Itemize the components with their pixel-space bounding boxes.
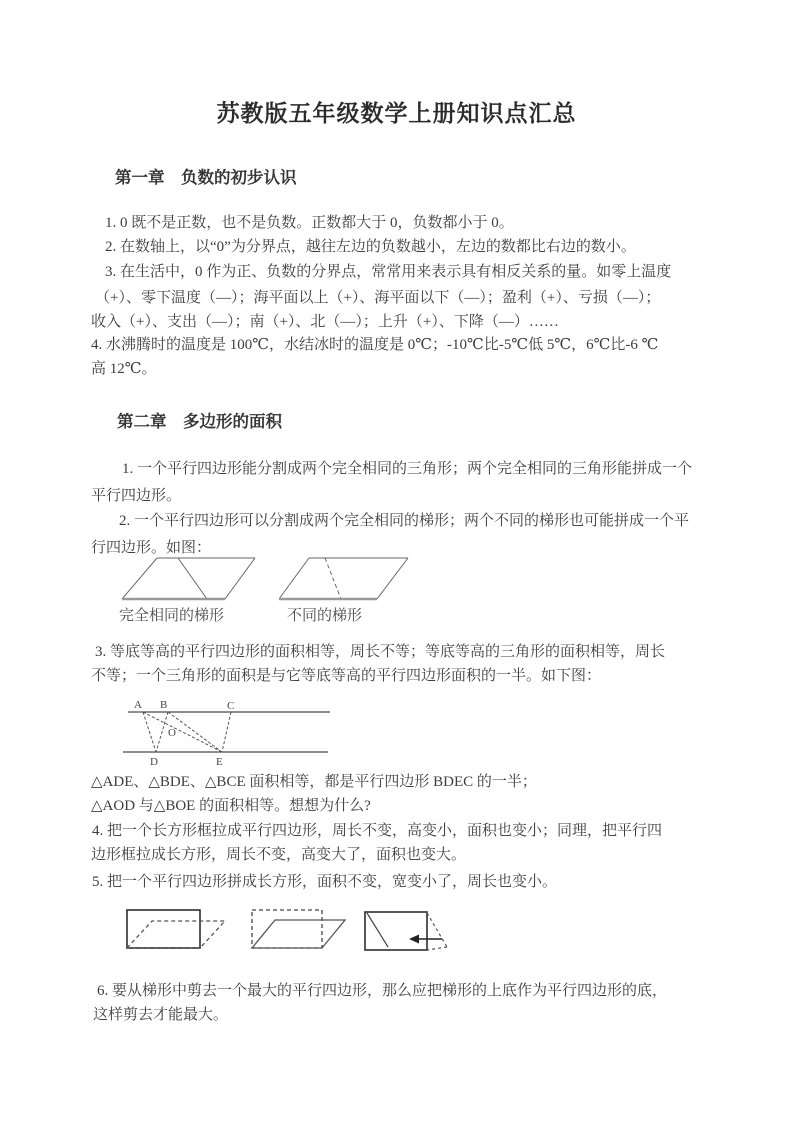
- text-line: △ADE、△BDE、△BCE 面积相等，都是平行四边形 BDEC 的一半；: [91, 774, 537, 790]
- text-line: 5. 把一个平行四边形拼成长方形，面积不变，宽变小了，周长也变小。: [92, 874, 558, 890]
- text-line: 4. 水沸腾时的温度是 100℃，水结冰时的温度是 0℃；-10℃比-5℃低 5℃，6℃比-6 ℃: [91, 337, 659, 353]
- text-line: 4. 把一个长方形框拉成平行四边形，周长不变，高变小，面积也变小；同理，把平行四: [92, 823, 663, 839]
- parallelogram-right: [279, 558, 408, 599]
- text-line: 边形框拉成长方形，周长不变，高变大了，面积也变大。: [91, 847, 467, 863]
- figure-parallelogram-trapezoids: [115, 552, 415, 604]
- text-line: 6. 要从梯形中剪去一个最大的平行四边形，那么应把梯形的上底作为平行四边形的底，: [97, 983, 668, 999]
- text-line: 收入（+）、支出（—）；南（+）、北（—）；上升（+）、下降（—）……: [91, 314, 559, 330]
- rect-to-parallelogram: [127, 910, 225, 948]
- point-label-a: A: [134, 699, 142, 711]
- point-label-o: O: [168, 727, 176, 739]
- figure-equal-area-triangles: [120, 692, 340, 770]
- text-line: 行四边形。如图：: [91, 540, 212, 556]
- point-label-c: C: [227, 700, 235, 712]
- text-line: 平行四边形。: [91, 488, 182, 504]
- text-line: 高 12℃。: [91, 361, 157, 377]
- construction-lines: [143, 712, 231, 752]
- figure1-left-caption: 完全相同的梯形: [119, 608, 225, 624]
- figure1-right-caption: 不同的梯形: [287, 608, 363, 624]
- point-label-e: E: [216, 756, 223, 768]
- text-line: 这样剪去才能最大。: [93, 1007, 229, 1023]
- parallelogram-to-rect: [252, 910, 345, 948]
- chapter-1-heading: 第一章 负数的初步认识: [115, 168, 297, 187]
- text-line: 不等；一个三角形的面积是与它等底等高的平行四边形面积的一半。如下图：: [91, 668, 602, 684]
- text-line: △AOD 与△BOE 的面积相等。想想为什么?: [91, 798, 371, 814]
- text-line: （+）、零下温度（—）；海平面以上（+）、海平面以下（—）；盈利（+）、亏损（—）；: [95, 290, 661, 306]
- figure-frame-transformations: [120, 905, 460, 960]
- text-line: 3. 等底等高的平行四边形的面积相等，周长不等；等底等高的三角形的面积相等，周长: [95, 644, 666, 660]
- text-line: 1. 0 既不是正数，也不是负数。正数都大于 0，负数都小于 0。: [105, 215, 514, 231]
- cut-and-move-triangle: [365, 912, 447, 950]
- point-label-d: D: [150, 756, 158, 768]
- parallelogram-left: [122, 558, 255, 599]
- text-line: 1. 一个平行四边形能分割成两个完全相同的三角形；两个完全相同的三角形能拼成一个: [122, 461, 693, 477]
- point-label-b: B: [160, 699, 168, 711]
- chapter-2-heading: 第二章 多边形的面积: [117, 412, 282, 431]
- document-title: 苏教版五年级数学上册知识点汇总: [216, 101, 577, 126]
- text-line: 2. 在数轴上，以“0”为分界点，越往左边的负数越小，左边的数都比右边的数小。: [105, 239, 636, 255]
- text-line: 3. 在生活中，0 作为正、负数的分界点，常常用来表示具有相反关系的量。如零上温度: [105, 264, 672, 280]
- move-left-arrow-icon: [409, 935, 442, 944]
- text-line: 2. 一个平行四边形可以分割成两个完全相同的梯形；两个不同的梯形也可能拼成一个平: [119, 513, 690, 529]
